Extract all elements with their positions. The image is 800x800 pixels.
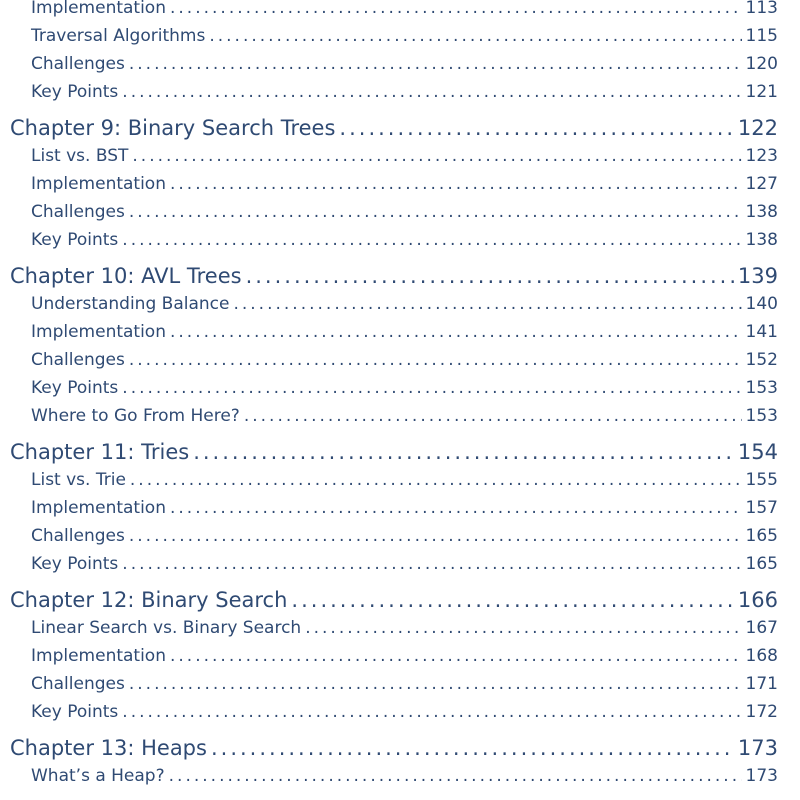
dot-leader <box>170 642 742 670</box>
toc-section-entry[interactable] <box>0 318 800 346</box>
page-number: 141 <box>745 322 778 342</box>
dot-leader <box>129 346 742 374</box>
dot-leader <box>209 22 741 50</box>
page-number: 153 <box>745 406 778 426</box>
entry-title: Implementation <box>31 498 166 518</box>
entry-title: Key Points <box>31 554 119 574</box>
page-number: 121 <box>745 82 778 102</box>
entry-title: Implementation <box>31 322 166 342</box>
dot-leader <box>129 670 742 698</box>
page-number: 172 <box>745 702 778 722</box>
toc-section-entry[interactable] <box>0 226 800 254</box>
toc-chapter-entry[interactable] <box>0 114 800 142</box>
entry-title: Chapter 12: Binary Search <box>10 588 288 612</box>
entry-title: List vs. BST <box>31 146 129 166</box>
toc-chapter-entry[interactable] <box>0 586 800 614</box>
entry-title: Chapter 9: Binary Search Trees <box>10 116 336 140</box>
entry-title: Linear Search vs. Binary Search <box>31 618 302 638</box>
toc-chapter-entry[interactable] <box>0 262 800 290</box>
toc-section-entry[interactable] <box>0 142 800 170</box>
page-number: 120 <box>745 54 778 74</box>
toc-section-entry[interactable] <box>0 198 800 226</box>
page-number: 122 <box>737 116 778 140</box>
dot-leader <box>305 614 741 642</box>
dot-leader <box>129 522 742 550</box>
toc-chapter-entry[interactable] <box>0 438 800 466</box>
dot-leader <box>233 290 741 318</box>
entry-title: Key Points <box>31 230 119 250</box>
toc-section-entry[interactable] <box>0 762 800 790</box>
dot-leader <box>170 318 742 346</box>
toc-section-entry[interactable] <box>0 550 800 578</box>
page-number: 115 <box>745 26 778 46</box>
toc-section-entry[interactable] <box>0 402 800 430</box>
entry-title: Traversal Algorithms <box>31 26 206 46</box>
entry-title: Challenges <box>31 54 125 74</box>
toc-section-entry[interactable] <box>0 614 800 642</box>
entry-title: Implementation <box>31 0 166 18</box>
entry-title: Chapter 11: Tries <box>10 440 190 464</box>
toc-section-entry[interactable] <box>0 374 800 402</box>
toc-section-entry[interactable] <box>0 170 800 198</box>
dot-leader <box>122 226 741 254</box>
page-number: 171 <box>745 674 778 694</box>
entry-title: Chapter 13: Heaps <box>10 736 207 760</box>
dot-leader <box>339 114 733 142</box>
page-number: 123 <box>745 146 778 166</box>
dot-leader <box>122 78 741 106</box>
page-number: 127 <box>745 174 778 194</box>
page-number: 113 <box>745 0 778 18</box>
entry-title: Where to Go From Here? <box>31 406 240 426</box>
page-number: 153 <box>745 378 778 398</box>
dot-leader <box>193 438 734 466</box>
dot-leader <box>291 586 733 614</box>
page-number: 165 <box>745 554 778 574</box>
entry-title: Challenges <box>31 674 125 694</box>
entry-title: Implementation <box>31 174 166 194</box>
entry-title: Implementation <box>31 646 166 666</box>
dot-leader <box>170 170 742 198</box>
dot-leader <box>132 142 741 170</box>
dot-leader <box>122 698 741 726</box>
entry-title: What’s a Heap? <box>31 766 165 786</box>
toc-section-entry[interactable] <box>0 466 800 494</box>
dot-leader <box>170 494 742 522</box>
page-number: 165 <box>745 526 778 546</box>
toc-section-entry[interactable] <box>0 0 800 22</box>
entry-title: Understanding Balance <box>31 294 230 314</box>
page-number: 168 <box>745 646 778 666</box>
toc-section-entry[interactable] <box>0 346 800 374</box>
toc-section-entry[interactable] <box>0 290 800 318</box>
page-number: 139 <box>737 264 778 288</box>
entry-title: Challenges <box>31 350 125 370</box>
dot-leader <box>130 466 742 494</box>
entry-title: Chapter 10: AVL Trees <box>10 264 242 288</box>
entry-title: List vs. Trie <box>31 470 126 490</box>
entry-title: Key Points <box>31 378 119 398</box>
dot-leader <box>122 374 741 402</box>
toc-chapter-entry[interactable] <box>0 734 800 762</box>
toc-section-entry[interactable] <box>0 642 800 670</box>
dot-leader <box>170 0 742 22</box>
entry-title: Key Points <box>31 82 119 102</box>
dot-leader <box>246 262 734 290</box>
page-number: 138 <box>745 202 778 222</box>
page-number: 154 <box>737 440 778 464</box>
toc-section-entry[interactable] <box>0 78 800 106</box>
page-number: 152 <box>745 350 778 370</box>
page-number: 166 <box>737 588 778 612</box>
entry-title: Key Points <box>31 702 119 722</box>
page-number: 140 <box>745 294 778 314</box>
toc-section-entry[interactable] <box>0 22 800 50</box>
toc-section-entry[interactable] <box>0 670 800 698</box>
dot-leader <box>122 550 741 578</box>
dot-leader <box>244 402 742 430</box>
toc-section-entry[interactable] <box>0 494 800 522</box>
page-number: 138 <box>745 230 778 250</box>
page-number: 167 <box>745 618 778 638</box>
dot-leader <box>211 734 734 762</box>
page-number: 173 <box>745 766 778 786</box>
dot-leader <box>129 50 742 78</box>
page-number: 155 <box>745 470 778 490</box>
toc-section-entry[interactable] <box>0 698 800 726</box>
toc-section-entry[interactable] <box>0 522 800 550</box>
dot-leader <box>129 198 742 226</box>
entry-title: Challenges <box>31 202 125 222</box>
page-number: 157 <box>745 498 778 518</box>
entry-title: Challenges <box>31 526 125 546</box>
toc-section-entry[interactable] <box>0 50 800 78</box>
dot-leader <box>169 762 742 790</box>
page-number: 173 <box>737 736 778 760</box>
